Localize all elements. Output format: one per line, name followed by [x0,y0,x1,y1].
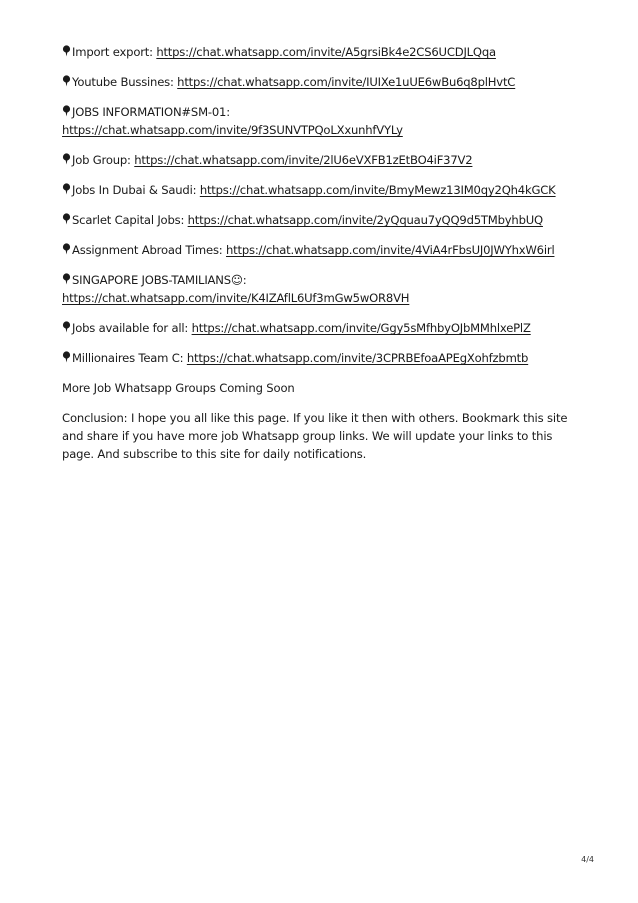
conclusion-paragraph: Conclusion: I hope you all like this page. If you like it then with others. Bookmark this site and share if you have more job Whatsapp group links. We will update your links to this page. And subscribe to this site for daily notifications. [62,411,568,461]
whatsapp-group-entry [62,103,582,139]
link-list [62,43,582,367]
whatsapp-invite-link[interactable]: https://chat.whatsapp.com/invite/A5grsiBk4e2CS6UCDJLQqa [156,45,496,59]
entry-label: JOBS INFORMATION#SM-01: [72,105,230,119]
whatsapp-invite-link[interactable]: https://chat.whatsapp.com/invite/2lU6eVXFB1zEtBO4iF37V2 [134,153,473,167]
entry-label: Assignment Abroad Times: [72,243,226,257]
whatsapp-invite-link[interactable]: https://chat.whatsapp.com/invite/9f3SUNVTPQoLXxunhfVYLy [62,123,403,137]
whatsapp-group-entry [62,211,582,229]
whatsapp-group-entry [62,181,582,199]
pushpin-icon [62,213,71,225]
entry-label: Jobs In Dubai & Saudi: [72,183,200,197]
whatsapp-group-entry [62,43,582,61]
page-number: 4/4 [581,855,594,864]
entry-label: Scarlet Capital Jobs: [72,213,188,227]
pushpin-icon [62,351,71,363]
pushpin-icon [62,105,71,117]
pushpin-icon [62,153,71,165]
whatsapp-group-entry [62,241,582,259]
coming-soon-text: More Job Whatsapp Groups Coming Soon [62,381,295,395]
whatsapp-invite-link[interactable]: https://chat.whatsapp.com/invite/4ViA4rFbsUJ0JWYhxW6irl [226,243,555,257]
document-page [62,43,582,475]
entry-label: Millionaires Team C: [72,351,187,365]
whatsapp-invite-link[interactable]: https://chat.whatsapp.com/invite/Ggy5sMfhbyOJbMMhlxePlZ [191,321,531,335]
whatsapp-invite-link[interactable]: https://chat.whatsapp.com/invite/K4IZAflL6Uf3mGw5wOR8VH [62,291,410,305]
whatsapp-invite-link[interactable]: https://chat.whatsapp.com/invite/2yQquau7yQQ9d5TMbyhbUQ [187,213,543,227]
entry-label: Youtube Bussines: [72,75,178,89]
whatsapp-group-entry [62,271,582,307]
whatsapp-group-entry [62,151,582,169]
entry-label: SINGAPORE JOBS-TAMILIANS☺: [72,273,247,287]
whatsapp-group-entry [62,319,582,337]
whatsapp-invite-link[interactable]: https://chat.whatsapp.com/invite/3CPRBEfoaAPEgXohfzbmtb [186,351,529,365]
whatsapp-group-entry [62,349,582,367]
pushpin-icon [62,45,71,57]
entry-label: Job Group: [72,153,135,167]
pushpin-icon [62,273,71,285]
pushpin-icon [62,321,71,333]
entry-label: Import export: [72,45,157,59]
pushpin-icon [62,75,71,87]
whatsapp-invite-link[interactable]: https://chat.whatsapp.com/invite/IUIXe1uUE6wBu6q8plHvtC [177,75,516,89]
entry-label: Jobs available for all: [72,321,192,335]
pushpin-icon [62,243,71,255]
whatsapp-invite-link[interactable]: https://chat.whatsapp.com/invite/BmyMewz13IM0qy2Qh4kGCK [199,183,556,197]
pushpin-icon [62,183,71,195]
whatsapp-group-entry [62,73,582,91]
